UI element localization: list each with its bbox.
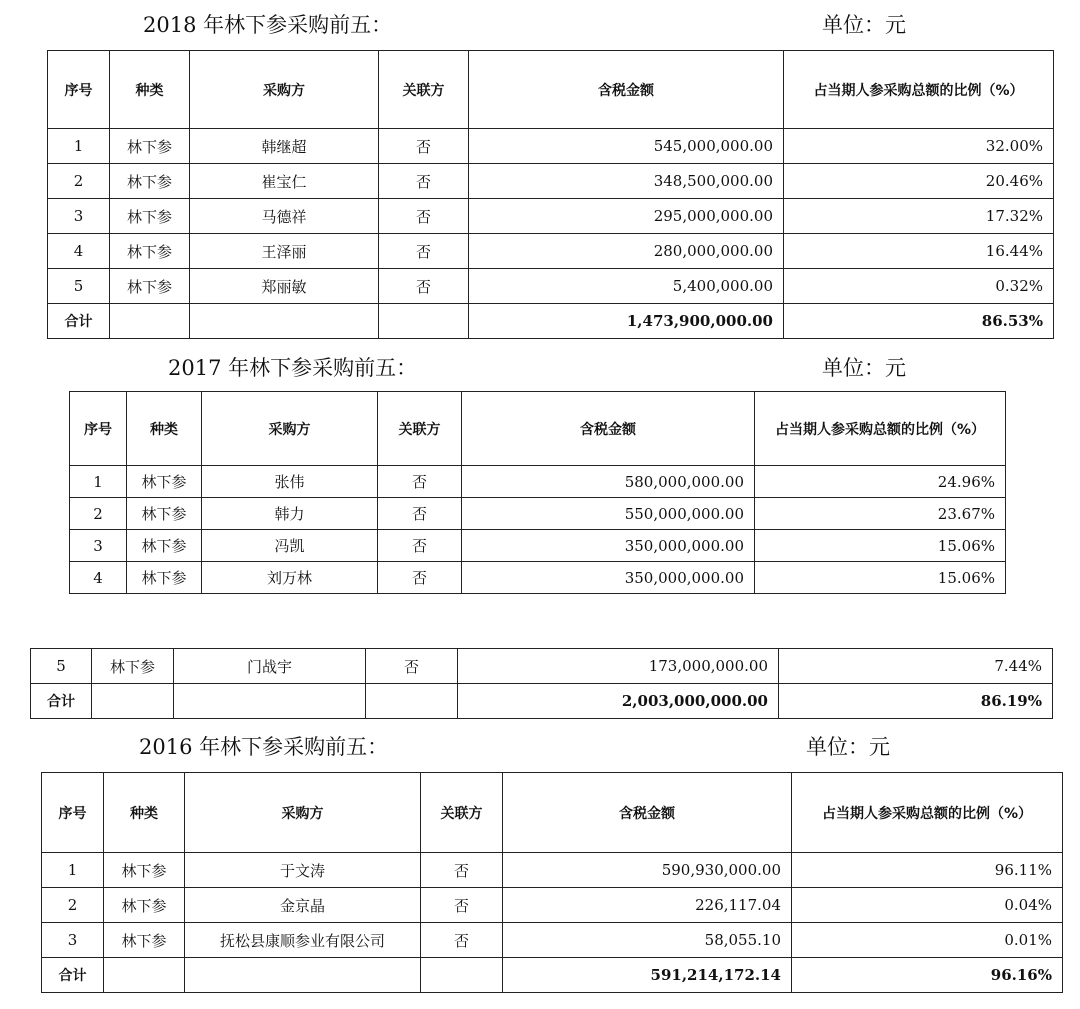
table-row <box>70 562 1006 594</box>
cell-related: 否 <box>379 234 469 269</box>
cell-amount: 545,000,000.00 <box>469 129 784 164</box>
cell-category: 林下参 <box>104 923 185 958</box>
empty-cell <box>174 684 366 719</box>
header-buyer: 采购方 <box>185 773 421 853</box>
cell-category: 林下参 <box>110 164 190 199</box>
cell-related: 否 <box>421 888 503 923</box>
cell-category: 林下参 <box>127 466 202 498</box>
cell-buyer: 王泽丽 <box>190 234 379 269</box>
empty-cell <box>110 304 190 339</box>
cell-buyer: 冯凯 <box>202 530 378 562</box>
cell-related: 否 <box>379 199 469 234</box>
table-2017 <box>69 391 1006 594</box>
cell-related: 否 <box>366 649 458 684</box>
cell-amount: 580,000,000.00 <box>462 466 755 498</box>
cell-buyer: 抚松县康顺参业有限公司 <box>185 923 421 958</box>
header-amount: 含税金额 <box>503 773 792 853</box>
cell-ratio: 7.44% <box>779 649 1053 684</box>
cell-amount: 58,055.10 <box>503 923 792 958</box>
header-index: 序号 <box>48 51 110 129</box>
cell-buyer: 郑丽敏 <box>190 269 379 304</box>
cell-category: 林下参 <box>104 888 185 923</box>
table-row <box>70 530 1006 562</box>
cell-ratio: 0.32% <box>784 269 1054 304</box>
cell-buyer: 张伟 <box>202 466 378 498</box>
header-category: 种类 <box>104 773 185 853</box>
empty-cell <box>379 304 469 339</box>
cell-buyer: 马德祥 <box>190 199 379 234</box>
table-2016 <box>41 772 1063 993</box>
total-row <box>48 304 1054 339</box>
cell-ratio: 15.06% <box>755 562 1006 594</box>
cell-category: 林下参 <box>127 530 202 562</box>
title-2017: 2017 年林下参采购前五： <box>168 356 418 380</box>
total-label: 合计 <box>42 958 104 993</box>
cell-index: 3 <box>70 530 127 562</box>
cell-category: 林下参 <box>110 269 190 304</box>
cell-ratio: 23.67% <box>755 498 1006 530</box>
cell-amount: 550,000,000.00 <box>462 498 755 530</box>
cell-related: 否 <box>378 498 462 530</box>
total-amount: 591,214,172.14 <box>503 958 792 993</box>
table-row <box>48 199 1054 234</box>
total-ratio: 86.19% <box>779 684 1053 719</box>
cell-buyer: 于文涛 <box>185 853 421 888</box>
cell-amount: 226,117.04 <box>503 888 792 923</box>
header-amount: 含税金额 <box>469 51 784 129</box>
cell-ratio: 32.00% <box>784 129 1054 164</box>
empty-cell <box>190 304 379 339</box>
cell-index: 1 <box>48 129 110 164</box>
empty-cell <box>92 684 174 719</box>
table-row <box>48 164 1054 199</box>
cell-amount: 348,500,000.00 <box>469 164 784 199</box>
cell-ratio: 0.01% <box>792 923 1063 958</box>
cell-amount: 350,000,000.00 <box>462 530 755 562</box>
cell-related: 否 <box>379 269 469 304</box>
cell-ratio: 96.11% <box>792 853 1063 888</box>
table-row <box>31 649 1053 684</box>
cell-ratio: 20.46% <box>784 164 1054 199</box>
empty-cell <box>104 958 185 993</box>
header-buyer: 采购方 <box>202 392 378 466</box>
cell-buyer: 韩力 <box>202 498 378 530</box>
total-amount: 2,003,000,000.00 <box>458 684 779 719</box>
cell-index: 1 <box>70 466 127 498</box>
empty-cell <box>421 958 503 993</box>
cell-category: 林下参 <box>110 199 190 234</box>
cell-category: 林下参 <box>104 853 185 888</box>
table-row <box>48 234 1054 269</box>
cell-related: 否 <box>421 853 503 888</box>
cell-ratio: 0.04% <box>792 888 1063 923</box>
header-related: 关联方 <box>379 51 469 129</box>
cell-buyer: 门战宇 <box>174 649 366 684</box>
cell-index: 2 <box>48 164 110 199</box>
cell-amount: 590,930,000.00 <box>503 853 792 888</box>
table-header-row <box>48 51 1054 129</box>
cell-amount: 5,400,000.00 <box>469 269 784 304</box>
table-row <box>48 269 1054 304</box>
header-index: 序号 <box>42 773 104 853</box>
cell-amount: 280,000,000.00 <box>469 234 784 269</box>
cell-index: 2 <box>70 498 127 530</box>
unit-label-2016: 单位：元 <box>806 735 890 759</box>
cell-index: 5 <box>31 649 92 684</box>
cell-related: 否 <box>378 530 462 562</box>
empty-cell <box>185 958 421 993</box>
cell-amount: 295,000,000.00 <box>469 199 784 234</box>
cell-related: 否 <box>379 129 469 164</box>
cell-buyer: 刘万林 <box>202 562 378 594</box>
cell-ratio: 24.96% <box>755 466 1006 498</box>
cell-category: 林下参 <box>127 562 202 594</box>
cell-index: 4 <box>70 562 127 594</box>
header-related: 关联方 <box>378 392 462 466</box>
header-ratio: 占当期人参采购总额的比例（%） <box>755 392 1006 466</box>
total-label: 合计 <box>31 684 92 719</box>
header-amount: 含税金额 <box>462 392 755 466</box>
header-ratio: 占当期人参采购总额的比例（%） <box>784 51 1054 129</box>
total-row <box>42 958 1063 993</box>
cell-ratio: 17.32% <box>784 199 1054 234</box>
table-row <box>42 888 1063 923</box>
title-2016: 2016 年林下参采购前五： <box>139 735 389 759</box>
table-header-row <box>70 392 1006 466</box>
cell-index: 3 <box>48 199 110 234</box>
cell-related: 否 <box>379 164 469 199</box>
table-row <box>48 129 1054 164</box>
cell-related: 否 <box>378 466 462 498</box>
table-row <box>70 466 1006 498</box>
total-ratio: 96.16% <box>792 958 1063 993</box>
cell-category: 林下参 <box>127 498 202 530</box>
total-ratio: 86.53% <box>784 304 1054 339</box>
table-2018 <box>47 50 1054 339</box>
cell-amount: 173,000,000.00 <box>458 649 779 684</box>
unit-label-2018: 单位：元 <box>822 13 906 37</box>
table-2017-continued <box>30 648 1053 719</box>
cell-index: 1 <box>42 853 104 888</box>
cell-index: 2 <box>42 888 104 923</box>
unit-label-2017: 单位：元 <box>822 356 906 380</box>
cell-buyer: 金京晶 <box>185 888 421 923</box>
cell-buyer: 崔宝仁 <box>190 164 379 199</box>
header-category: 种类 <box>127 392 202 466</box>
total-amount: 1,473,900,000.00 <box>469 304 784 339</box>
cell-category: 林下参 <box>110 234 190 269</box>
table-header-row <box>42 773 1063 853</box>
empty-cell <box>366 684 458 719</box>
table-row <box>42 923 1063 958</box>
cell-related: 否 <box>421 923 503 958</box>
header-related: 关联方 <box>421 773 503 853</box>
header-ratio: 占当期人参采购总额的比例（%） <box>792 773 1063 853</box>
cell-category: 林下参 <box>92 649 174 684</box>
cell-index: 3 <box>42 923 104 958</box>
cell-amount: 350,000,000.00 <box>462 562 755 594</box>
cell-category: 林下参 <box>110 129 190 164</box>
title-2018: 2018 年林下参采购前五： <box>143 13 393 37</box>
cell-related: 否 <box>378 562 462 594</box>
header-category: 种类 <box>110 51 190 129</box>
total-label: 合计 <box>48 304 110 339</box>
total-row <box>31 684 1053 719</box>
header-buyer: 采购方 <box>190 51 379 129</box>
cell-index: 5 <box>48 269 110 304</box>
cell-buyer: 韩继超 <box>190 129 379 164</box>
cell-index: 4 <box>48 234 110 269</box>
cell-ratio: 15.06% <box>755 530 1006 562</box>
table-row <box>42 853 1063 888</box>
header-index: 序号 <box>70 392 127 466</box>
table-row <box>70 498 1006 530</box>
cell-ratio: 16.44% <box>784 234 1054 269</box>
